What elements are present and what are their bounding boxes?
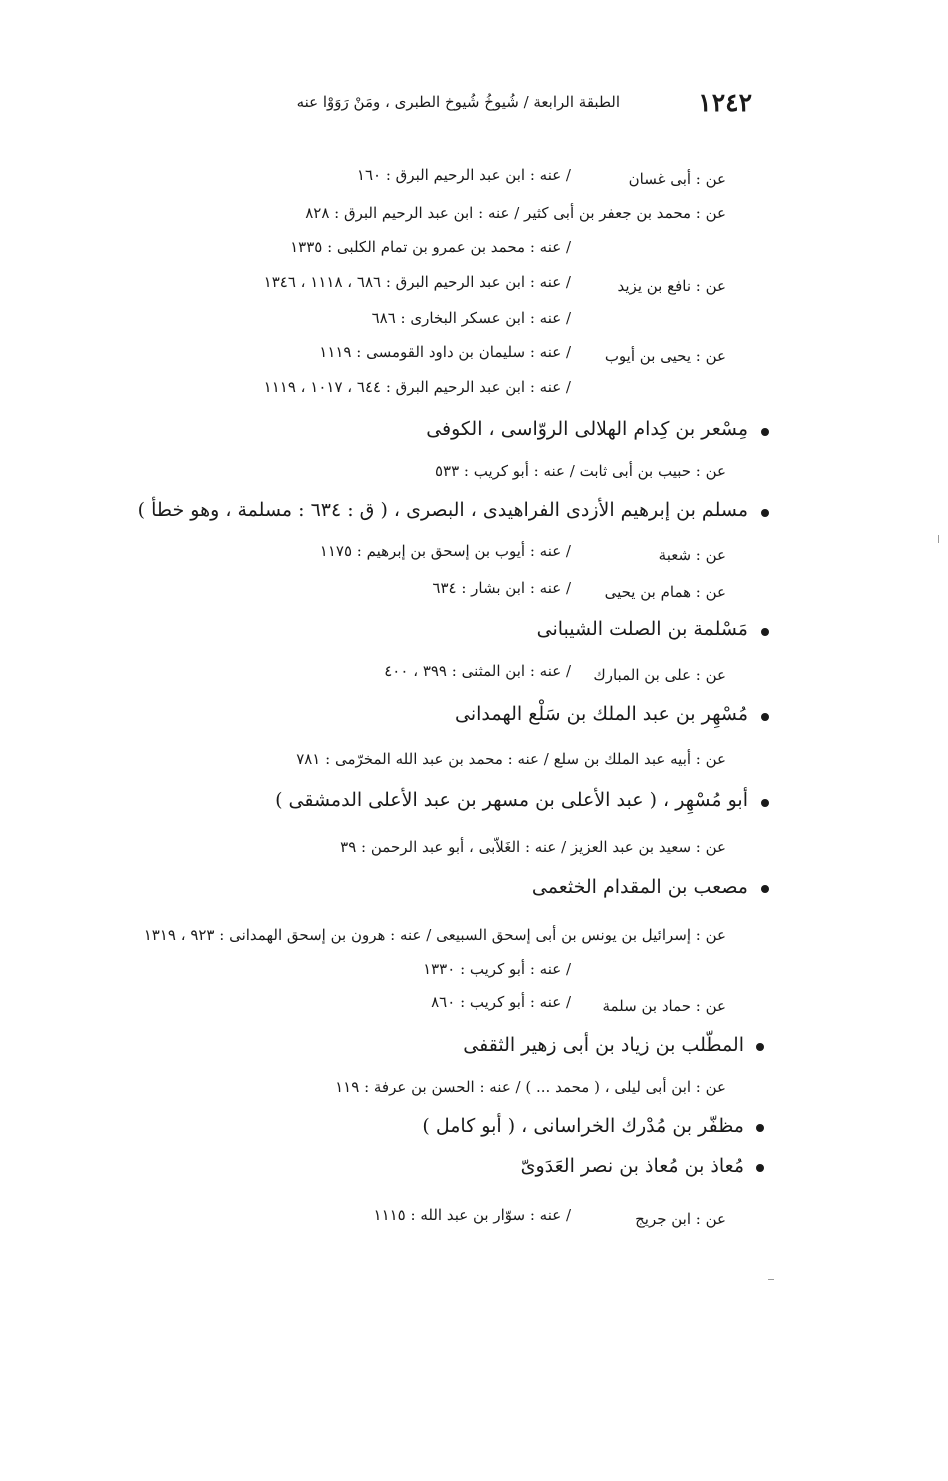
entry-line: عن : أبى غسان (628, 170, 726, 188)
scan-mark (768, 1279, 774, 1280)
entry-line: عن : محمد بن جعفر بن أبى كثير / عنه : ابن عبد الرحيم البرق : ٨٢٨ (305, 204, 726, 222)
entry-line: عن : يحيى بن أيوب (604, 347, 726, 365)
entry-line: عن : أبيه عبد الملك بن سلع / عنه : محمد بن عبد الله المخرّمى : ٧٨١ (296, 750, 726, 768)
entry-title: مسلم بن إبرهيم الأزدى الفراهيدى ، البصرى ، ( ق : ٦٣٤ : مسلمة ، وهو خطأ ) (137, 499, 748, 521)
entry-line: / عنه : أبو كريب : ١٣٣٠ (423, 960, 571, 978)
entry-line: / عنه : ابن عسكر البخارى : ٦٨٦ (371, 309, 571, 327)
entry-line: عن : على بن المبارك (593, 666, 726, 684)
entry-line: / عنه : أيوب بن إسحق بن إبرهيم : ١١٧٥ (319, 542, 571, 560)
entry-title: المطّلب بن زياد بن أبى زهير الثقفى (463, 1034, 744, 1056)
entry-line: / عنه : ابن عبد الرحيم البرق : ٦٤٤ ، ١٠١٧ ، ١١١٩ (263, 378, 571, 396)
running-head: الطبقة الرابعة / شُيوخُ شُيوخ الطبرى ، ومَنْ رَوَوْا عنه (296, 93, 620, 111)
entry-bullet (756, 1043, 764, 1051)
entry-line: / عنه : سليمان بن داود القومسى : ١١١٩ (319, 343, 571, 361)
entry-title: مَسْلمة بن الصلت الشيبانى (536, 618, 748, 640)
entry-line: / عنه : ابن المثنى : ٣٩٩ ، ٤٠٠ (384, 662, 571, 680)
entry-bullet (756, 1124, 764, 1132)
entry-bullet (761, 628, 769, 636)
entry-line: عن : سعيد بن عبد العزيز / عنه : الغَلاّبى ، أبو عبد الرحمن : ٣٩ (340, 838, 726, 856)
entry-bullet (761, 428, 769, 436)
entry-bullet (761, 885, 769, 893)
entry-line: / عنه : أبو كريب : ٨٦٠ (431, 993, 571, 1011)
entry-bullet (761, 509, 769, 517)
entry-line: عن : شعبة (658, 546, 726, 564)
entry-bullet (761, 713, 769, 721)
entry-title: مصعب بن المقدام الخثعمى (531, 876, 748, 898)
entry-line: عن : حبيب بن أبى ثابت / عنه : أبو كريب : ٥٣٣ (434, 462, 726, 480)
entry-bullet (761, 799, 769, 807)
entry-line: عن : همام بن يحيى (604, 583, 726, 601)
entry-title: مِسْعر بن كِدام الهلالى الروّاسى ، الكوفى (426, 418, 748, 440)
entry-line: عن : ابن جريج (635, 1210, 726, 1228)
entry-line: / عنه : محمد بن عمرو بن تمام الكلبى : ١٣٣٥ (290, 238, 571, 256)
entry-line: عن : نافع بن يزيد (617, 277, 726, 295)
entry-line: عن : حماد بن سلمة (602, 997, 726, 1015)
entry-line: / عنه : سوّار بن عبد الله : ١١١٥ (373, 1206, 571, 1224)
entry-title: أبو مُسْهِر ، ( عبد الأعلى بن مسهر بن عبد الأعلى الدمشقى ) (275, 789, 748, 811)
entry-line: عن : إسرائيل بن يونس بن أبى إسحق السبيعى / عنه : هرون بن إسحق الهمدانى : ٩٢٣ ، ١٣١٩ (143, 926, 726, 944)
entry-line: / عنه : ابن عبد الرحيم البرق : ١٦٠ (356, 166, 571, 184)
entry-title: مُسْهِر بن عبد الملك بن سَلْع الهمدانى (454, 703, 748, 725)
entry-line: / عنه : ابن عبد الرحيم البرق : ٦٨٦ ، ١١١٨ ، ١٣٤٦ (263, 273, 571, 291)
entry-line: عن : ابن أبى ليلى ، ( محمد ... ) / عنه : الحسن بن عرفة : ١١٩ (335, 1078, 726, 1096)
scan-mark (938, 535, 939, 543)
entry-line: / عنه : ابن بشار : ٦٣٤ (432, 579, 571, 597)
page-number: ١٢٤٢ (698, 88, 752, 117)
entry-title: مُعاذ بن مُعاذ بن نصر العَدَوىّ (520, 1155, 744, 1177)
entry-bullet (756, 1164, 764, 1172)
entry-title: مظفّر بن مُدْرك الخراسانى ، ( أبو كامل ) (422, 1115, 744, 1137)
